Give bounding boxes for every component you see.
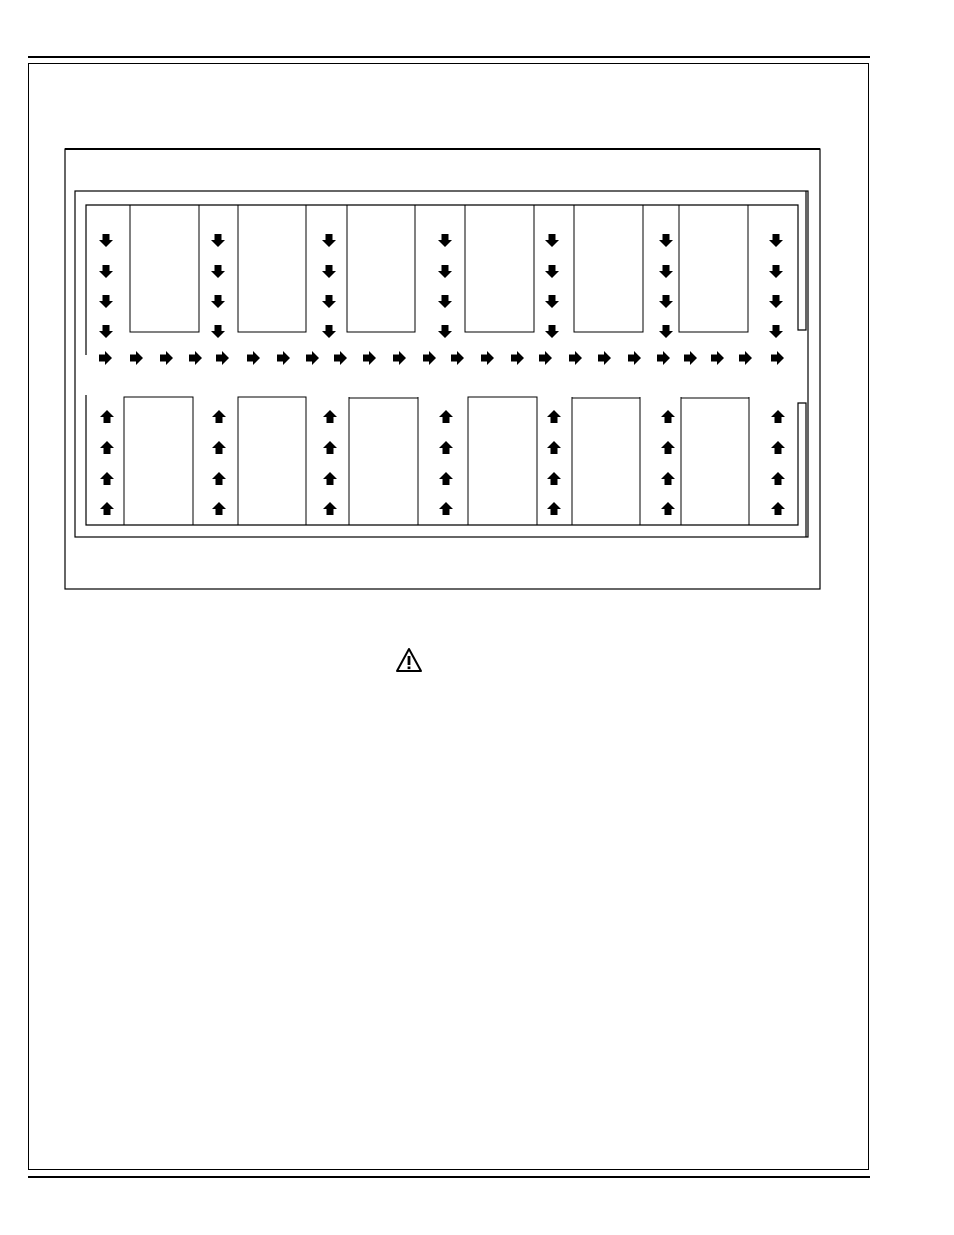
arrow-icon-down xyxy=(322,325,336,338)
arrow-icon-up xyxy=(547,502,561,515)
arrow-icon-right xyxy=(451,351,464,365)
arrow-icon-down xyxy=(99,265,113,278)
arrow-icon-right xyxy=(423,351,436,365)
arrow-icon-up xyxy=(323,441,337,454)
arrow-icon-up xyxy=(771,472,785,485)
arrow-icon-up xyxy=(212,441,226,454)
arrow-icon-up xyxy=(100,502,114,515)
arrow-icon-down xyxy=(769,295,783,308)
arrow-icon-up xyxy=(771,502,785,515)
arrow-icon-down xyxy=(322,265,336,278)
arrow-icon-right xyxy=(771,351,784,365)
arrow-icon-down xyxy=(211,325,225,338)
arrow-icon-right xyxy=(628,351,641,365)
arrow-icon-up xyxy=(212,472,226,485)
arrow-icon-down xyxy=(545,234,559,247)
arrow-icon-down xyxy=(545,265,559,278)
arrow-icon-right xyxy=(393,351,406,365)
arrow-icon-down xyxy=(769,234,783,247)
arrow-icon-right xyxy=(247,351,260,365)
arrow-icon-down xyxy=(769,265,783,278)
shelf-block-bottom xyxy=(238,397,306,525)
arrow-icon-up xyxy=(323,472,337,485)
arrow-icon-right xyxy=(598,351,611,365)
arrow-icon-up xyxy=(439,502,453,515)
arrow-icon-up xyxy=(212,502,226,515)
arrow-icon-up xyxy=(439,410,453,423)
arrow-icon-up xyxy=(323,502,337,515)
arrow-icon-down xyxy=(438,265,452,278)
arrow-icon-up xyxy=(547,441,561,454)
arrow-icon-up xyxy=(100,472,114,485)
shelf-block-top xyxy=(679,205,748,332)
arrow-icon-down xyxy=(545,295,559,308)
shelf-block-bottom xyxy=(572,398,640,525)
arrow-icon-down xyxy=(438,234,452,247)
arrow-icon-up xyxy=(661,441,675,454)
arrow-icon-down xyxy=(438,295,452,308)
arrow-icon-right xyxy=(711,351,724,365)
shelf-block-top xyxy=(574,205,643,332)
shelf-block-top xyxy=(347,205,415,332)
arrow-icon-down xyxy=(322,295,336,308)
arrow-icon-up xyxy=(212,410,226,423)
arrow-icon-right xyxy=(306,351,319,365)
arrow-icon-down xyxy=(211,234,225,247)
arrow-icon-right xyxy=(216,351,229,365)
arrow-icon-right xyxy=(657,351,670,365)
shelf-block-top xyxy=(465,205,534,332)
arrow-icon-up xyxy=(547,410,561,423)
arrow-icon-up xyxy=(439,441,453,454)
arrow-icon-right xyxy=(130,351,143,365)
arrow-icon-down xyxy=(438,325,452,338)
warning-triangle-icon xyxy=(395,647,423,673)
arrow-icon-right xyxy=(569,351,582,365)
arrow-icon-up xyxy=(661,410,675,423)
arrow-icon-up xyxy=(661,502,675,515)
arrow-icon-down xyxy=(659,234,673,247)
arrow-icon-down xyxy=(659,325,673,338)
arrow-icon-down xyxy=(659,265,673,278)
shelf-block-bottom xyxy=(681,398,749,525)
arrow-icon-down xyxy=(211,295,225,308)
arrow-icon-up xyxy=(771,441,785,454)
arrow-icon-right xyxy=(334,351,347,365)
arrow-icon-up xyxy=(547,472,561,485)
shelf-block-bottom xyxy=(349,398,418,525)
arrow-icon-right xyxy=(99,351,112,365)
shelf-block-top xyxy=(238,205,306,332)
arrow-icon-down xyxy=(659,295,673,308)
arrow-icon-right xyxy=(277,351,290,365)
figure-border xyxy=(65,149,820,589)
arrow-icon-down xyxy=(99,325,113,338)
arrow-icon-right xyxy=(160,351,173,365)
arrow-icon-right xyxy=(189,351,202,365)
arrow-icon-up xyxy=(771,410,785,423)
arrow-icon-down xyxy=(322,234,336,247)
arrow-icon-right xyxy=(511,351,524,365)
arrow-icon-right xyxy=(539,351,552,365)
arrow-icon-right xyxy=(684,351,697,365)
shelf-block-bottom xyxy=(468,397,537,525)
arrow-icon-up xyxy=(100,410,114,423)
shelf-block-bottom xyxy=(124,397,193,525)
arrow-icon-down xyxy=(545,325,559,338)
arrow-icon-right xyxy=(739,351,752,365)
arrow-icon-down xyxy=(99,295,113,308)
arrow-icon-up xyxy=(439,472,453,485)
arrow-icon-right xyxy=(363,351,376,365)
arrow-icon-down xyxy=(99,234,113,247)
arrow-icon-up xyxy=(661,472,675,485)
arrow-icon-right xyxy=(481,351,494,365)
shelf-block-top xyxy=(130,205,199,332)
arrow-icon-down xyxy=(211,265,225,278)
arrow-icon-up xyxy=(323,410,337,423)
arrow-icon-down xyxy=(769,325,783,338)
arrow-icon-up xyxy=(100,441,114,454)
